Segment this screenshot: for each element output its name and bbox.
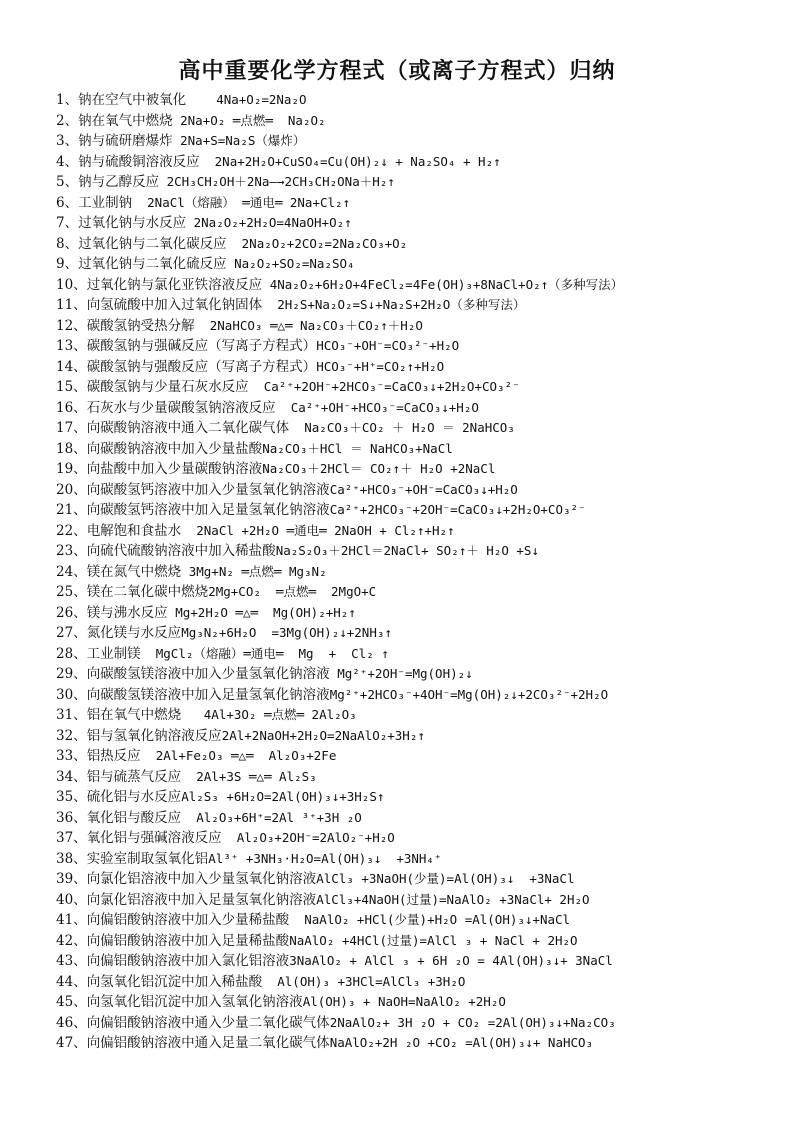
- reaction-name: 镁在氮气中燃烧: [86, 563, 182, 580]
- equation-row: [56, 439, 776, 460]
- chemical-equation: NaAlO₂ +4HCl(过量)=AlCl ₃ + NaCl + 2H₂O: [289, 932, 578, 948]
- page-title: 高中重要化学方程式（或离子方程式）归纳: [178, 58, 616, 84]
- chemical-equation: 2Mg+CO₂ ═点燃═ 2MgO+C: [208, 584, 377, 599]
- reaction-name: 向氢氧化铝沉淀中加入稀盐酸: [86, 973, 263, 990]
- reaction-name: 铝在氧气中燃烧: [86, 707, 182, 723]
- reaction-name: 向碳酸钠溶液中加入少量盐酸: [86, 440, 263, 457]
- equation-number: 13、: [56, 338, 87, 354]
- equation-row: [56, 541, 776, 562]
- equation-row: [56, 213, 776, 234]
- equation-row: [56, 131, 776, 152]
- equation-number: 6、: [56, 194, 79, 211]
- equation-number: 27、: [56, 625, 87, 641]
- chemical-equation: HCO₃⁻+OH⁻=CO₃²⁻+H₂O: [316, 338, 460, 353]
- equation-row: [56, 910, 776, 931]
- reaction-name: 向偏铝酸钠溶液中加入足量稀盐酸: [86, 932, 290, 949]
- equation-row: [56, 726, 776, 747]
- chemical-equation: 2H₂S+Na₂O₂=S↓+Na₂S+2H₂O（多种写法）: [262, 297, 526, 312]
- equation-number: 38、: [56, 850, 87, 867]
- chemical-equation: 2Na+O₂ ═点燃═ Na₂O₂: [172, 112, 326, 128]
- equation-row: [56, 890, 776, 911]
- chemical-equation: 4Na₂O₂+6H₂O+4FeCl₂=4Fe(OH)₃+8NaCl+O₂↑（多种写法）: [262, 276, 624, 292]
- reaction-name: 钠与乙醇反应: [78, 174, 160, 190]
- equation-row: [56, 398, 776, 419]
- equation-number: 30、: [56, 686, 87, 703]
- reaction-name: 钠在氧气中燃烧: [78, 112, 173, 129]
- reaction-name: 向碳酸氢钙溶液中加入足量氢氧化钠溶液: [86, 502, 330, 518]
- chemical-equation: Ca²⁺+OH⁻+HCO₃⁻=CaCO₃↓+H₂O: [275, 399, 479, 415]
- reaction-name: 向氢硫酸中加入过氧化钠固体: [86, 297, 263, 313]
- reaction-name: 实验室制取氢氧化铝: [86, 850, 209, 867]
- equation-number: 14、: [56, 358, 87, 375]
- equation-number: 35、: [56, 789, 87, 805]
- equation-number: 19、: [56, 461, 87, 477]
- equation-number: 25、: [56, 584, 87, 600]
- reaction-name: 向氯化铝溶液中加入少量氢氧化钠溶液: [86, 871, 317, 887]
- equation-number: 24、: [56, 563, 87, 580]
- equation-number: 10、: [56, 276, 87, 293]
- equation-number: 20、: [56, 481, 87, 498]
- equation-row: [56, 295, 776, 316]
- reaction-name: 向氢氧化铝沉淀中加入氢氧化钠溶液: [86, 994, 303, 1010]
- reaction-name: 氮化镁与水反应: [86, 625, 182, 641]
- chemical-equation: 2NaAlO₂+ 3H ₂O + CO₂ =2Al(OH)₃↓+Na₂CO₃: [329, 1014, 616, 1030]
- equation-number: 17、: [56, 420, 87, 436]
- equation-row: [56, 275, 776, 296]
- equation-row: [56, 582, 776, 603]
- reaction-name: 碳酸氢钠与少量石灰水反应: [86, 379, 249, 395]
- equation-row: [56, 111, 776, 132]
- reaction-name: 铝与硫蒸气反应: [86, 768, 182, 785]
- chemical-equation: 2CH₃CH₂OH＋2Na—→2CH₃CH₂ONa＋H₂↑: [159, 174, 395, 189]
- equation-row: [56, 500, 776, 521]
- chemical-equation: Mg²⁺+2OH⁻=Mg(OH)₂↓: [329, 666, 473, 681]
- equation-number: 42、: [56, 932, 87, 949]
- equation-number: 46、: [56, 1014, 87, 1031]
- equation-number: 12、: [56, 317, 87, 334]
- chemical-equation: Na₂S₂O₃＋2HCl＝2NaCl+ SO₂↑＋ H₂O +S↓: [275, 543, 539, 558]
- equation-row: [56, 664, 776, 685]
- equation-number: 1、: [56, 92, 79, 108]
- reaction-name: 向氯化铝溶液中加入足量氢氧化钠溶液: [86, 891, 317, 908]
- chemical-equation: 2Al+Fe₂O₃ ═△═ Al₂O₃+2Fe: [140, 748, 337, 763]
- equation-row: [56, 705, 776, 726]
- equation-row: [56, 254, 776, 275]
- equation-number: 40、: [56, 891, 87, 908]
- equation-row: [56, 90, 776, 111]
- equation-list: [56, 90, 776, 1054]
- chemical-equation: Ca²⁺+2HCO₃⁻+2OH⁻=CaCO₃↓+2H₂O+CO₃²⁻: [329, 502, 586, 517]
- reaction-name: 工业制镁: [86, 645, 141, 662]
- reaction-name: 镁在二氧化碳中燃烧: [86, 584, 209, 600]
- equation-row: [56, 787, 776, 808]
- reaction-name: 过氧化钠与二氧化硫反应: [78, 256, 227, 272]
- equation-row: [56, 357, 776, 378]
- reaction-name: 工业制钠: [78, 194, 133, 211]
- chemical-equation: NaAlO₂ +HCl(少量)+H₂O =Al(OH)₃↓+NaCl: [289, 912, 571, 927]
- equation-row: [56, 746, 776, 767]
- reaction-name: 铝与氢氧化钠溶液反应: [86, 727, 222, 744]
- equation-number: 36、: [56, 809, 87, 826]
- reaction-name: 碳酸氢钠与强碱反应（写离子方程式）: [86, 338, 317, 354]
- equation-row: [56, 480, 776, 501]
- reaction-name: 向偏铝酸钠溶液中加入氯化铝溶液: [86, 953, 290, 969]
- chemical-equation: Ca²⁺+2OH⁻+2HCO₃⁻=CaCO₃↓+2H₂O+CO₃²⁻: [248, 379, 520, 394]
- reaction-name: 石灰水与少量碳酸氢钠溶液反应: [86, 399, 276, 416]
- equation-row: [56, 767, 776, 788]
- chemical-equation: 2NaCl（熔融） ═通电═ 2Na+Cl₂↑: [132, 194, 351, 210]
- equation-number: 41、: [56, 912, 87, 928]
- chemical-equation: Na₂CO₃＋HCl ＝ NaHCO₃+NaCl: [262, 440, 453, 456]
- reaction-name: 碳酸氢钠与强酸反应（写离子方程式）: [86, 358, 317, 375]
- equation-number: 44、: [56, 973, 87, 990]
- equation-row: [56, 459, 776, 480]
- chemical-equation: Al(OH)₃ + NaOH=NaAlO₂ +2H₂O: [302, 994, 506, 1009]
- chemical-equation: 3Mg+N₂ ═点燃═ Mg₃N₂: [181, 563, 327, 579]
- equation-number: 26、: [56, 604, 87, 621]
- chemical-equation: Al₂O₃+2OH⁻=2AlO₂⁻+H₂O: [221, 830, 395, 845]
- chemical-equation: 2Na₂O₂+2H₂O=4NaOH+O₂↑: [186, 215, 352, 230]
- equation-number: 23、: [56, 543, 87, 559]
- equation-number: 34、: [56, 768, 87, 785]
- equation-row: [56, 336, 776, 357]
- equation-number: 22、: [56, 522, 87, 539]
- reaction-name: 向偏铝酸钠溶液中加入少量稀盐酸: [86, 912, 290, 928]
- equation-row: [56, 972, 776, 993]
- chemical-equation: Al³⁺ +3NH₃·H₂O=Al(OH)₃↓ +3NH₄⁺: [208, 850, 442, 866]
- reaction-name: 钠与硫研磨爆炸: [78, 133, 173, 149]
- equation-number: 21、: [56, 502, 87, 518]
- equation-number: 8、: [56, 235, 79, 252]
- reaction-name: 向碳酸钠溶液中通入二氧化碳气体: [86, 420, 290, 436]
- chemical-equation: 2Al+3S ═△═ Al₂S₃: [181, 768, 317, 784]
- equation-number: 45、: [56, 994, 87, 1010]
- equation-number: 9、: [56, 256, 79, 272]
- equation-number: 3、: [56, 133, 79, 149]
- reaction-name: 向偏铝酸钠溶液中通入足量二氧化碳气体: [86, 1035, 330, 1051]
- chemical-equation: NaAlO₂+2H ₂O +CO₂ =Al(OH)₃↓+ NaHCO₃: [329, 1035, 594, 1050]
- reaction-name: 向碳酸氢镁溶液中加入足量氢氧化钠溶液: [86, 686, 330, 703]
- equation-number: 18、: [56, 440, 87, 457]
- reaction-name: 向偏铝酸钠溶液中通入少量二氧化碳气体: [86, 1014, 330, 1031]
- equation-row: [56, 623, 776, 644]
- reaction-name: 钠与硫酸铜溶液反应: [78, 153, 200, 170]
- equation-row: [56, 931, 776, 952]
- equation-number: 32、: [56, 727, 87, 744]
- equation-row: [56, 152, 776, 173]
- chemical-equation: Na₂CO₃＋2HCl＝ CO₂↑＋ H₂O +2NaCl: [262, 461, 496, 476]
- chemical-equation: Mg²⁺+2HCO₃⁻+4OH⁻=Mg(OH)₂↓+2CO₃²⁻+2H₂O: [329, 686, 609, 702]
- reaction-name: 氧化铝与酸反应: [86, 809, 182, 826]
- chemical-equation: Na₂O₂+SO₂=Na₂SO₄: [226, 256, 355, 271]
- equation-number: 4、: [56, 153, 79, 170]
- equation-number: 11、: [56, 297, 87, 313]
- reaction-name: 向硫代硫酸钠溶液中加入稀盐酸: [86, 543, 276, 559]
- chemical-equation: 4Na+O₂=2Na₂O: [186, 92, 307, 107]
- reaction-name: 过氧化钠与水反应: [78, 215, 187, 231]
- reaction-name: 钠在空气中被氧化: [78, 92, 187, 108]
- equation-number: 7、: [56, 215, 79, 231]
- reaction-name: 过氧化钠与二氧化碳反应: [78, 235, 227, 252]
- chemical-equation: AlCl₃ +3NaOH(少量)=Al(OH)₃↓ +3NaCl: [316, 871, 575, 886]
- equation-number: 31、: [56, 707, 87, 723]
- chemical-equation: Mg₃N₂+6H₂O =3Mg(OH)₂↓+2NH₃↑: [181, 625, 392, 640]
- equation-row: [56, 377, 776, 398]
- equation-number: 39、: [56, 871, 87, 887]
- chemical-equation: 2Na₂O₂+2CO₂=2Na₂CO₃+O₂: [226, 235, 408, 251]
- chemical-equation: 2NaHCO₃ ═△═ Na₂CO₃＋CO₂↑＋H₂O: [194, 317, 423, 333]
- chemical-equation: 2Na+2H₂O+CuSO₄=Cu(OH)₂↓ + Na₂SO₄ + H₂↑: [199, 153, 501, 169]
- reaction-name: 硫化铝与水反应: [86, 789, 182, 805]
- equation-row: [56, 992, 776, 1013]
- chemical-equation: 4Al+3O₂ ═点燃═ 2Al₂O₃: [181, 707, 357, 722]
- chemical-equation: 3NaAlO₂ + AlCl ₃ + 6H ₂O = 4Al(OH)₃↓+ 3NaCl: [289, 953, 613, 968]
- reaction-name: 向碳酸氢镁溶液中加入少量氢氧化钠溶液: [86, 666, 330, 682]
- equation-row: [56, 193, 776, 214]
- equation-row: [56, 644, 776, 665]
- chemical-equation: 2Na+S=Na₂S（爆炸）: [172, 133, 306, 148]
- chemical-equation: Al₂S₃ +6H₂O=2Al(OH)₃↓+3H₂S↑: [181, 789, 385, 804]
- chemical-equation: Al₂O₃+6H⁺=2Al ³⁺+3H ₂O: [181, 809, 362, 825]
- equation-row: [56, 172, 776, 193]
- chemical-equation: Ca²⁺+HCO₃⁻+OH⁻=CaCO₃↓+H₂O: [329, 481, 518, 497]
- equation-row: [56, 685, 776, 706]
- equation-row: [56, 951, 776, 972]
- equation-number: 2、: [56, 112, 79, 129]
- equation-row: [56, 603, 776, 624]
- equation-row: [56, 562, 776, 583]
- reaction-name: 向盐酸中加入少量碳酸钠溶液: [86, 461, 263, 477]
- chemical-equation: MgCl₂（熔融）═通电═ Mg + Cl₂ ↑: [140, 645, 389, 661]
- chemical-equation: Mg+2H₂O ═△═ Mg(OH)₂+H₂↑: [167, 604, 356, 620]
- chemical-equation: 2NaCl +2H₂O ═通电═ 2NaOH + Cl₂↑+H₂↑: [181, 522, 455, 538]
- chemical-equation: 2Al+2NaOH+2H₂O=2NaAlO₂+3H₂↑: [221, 727, 425, 743]
- chemical-equation: HCO₃⁻+H⁺=CO₂↑+H₂O: [316, 358, 445, 374]
- equation-row: [56, 234, 776, 255]
- equation-number: 15、: [56, 379, 87, 395]
- equation-number: 5、: [56, 174, 79, 190]
- equation-row: [56, 521, 776, 542]
- equation-row: [56, 808, 776, 829]
- equation-number: 28、: [56, 645, 87, 662]
- equation-number: 37、: [56, 830, 87, 846]
- equation-number: 43、: [56, 953, 87, 969]
- chemical-equation: Al(OH)₃ +3HCl=AlCl₃ +3H₂O: [262, 973, 466, 989]
- equation-row: [56, 849, 776, 870]
- reaction-name: 铝热反应: [86, 748, 141, 764]
- equation-row: [56, 869, 776, 890]
- chemical-equation: AlCl₃+4NaOH(过量)=NaAlO₂ +3NaCl+ 2H₂O: [316, 891, 590, 907]
- reaction-name: 镁与沸水反应: [86, 604, 168, 621]
- chemical-equation: Na₂CO₃＋CO₂ ＋ H₂O ＝ 2NaHCO₃: [289, 420, 515, 435]
- equation-row: [56, 828, 776, 849]
- equation-row: [56, 1013, 776, 1034]
- reaction-name: 过氧化钠与氯化亚铁溶液反应: [86, 276, 263, 293]
- equation-number: 47、: [56, 1035, 87, 1051]
- equation-number: 16、: [56, 399, 87, 416]
- equation-row: [56, 418, 776, 439]
- reaction-name: 向碳酸氢钙溶液中加入少量氢氧化钠溶液: [86, 481, 330, 498]
- reaction-name: 碳酸氢钠受热分解: [86, 317, 195, 334]
- reaction-name: 电解饱和食盐水: [86, 522, 182, 539]
- equation-number: 29、: [56, 666, 87, 682]
- equation-row: [56, 316, 776, 337]
- reaction-name: 氧化铝与强碱溶液反应: [86, 830, 222, 846]
- equation-number: 33、: [56, 748, 87, 764]
- equation-row: [56, 1033, 776, 1054]
